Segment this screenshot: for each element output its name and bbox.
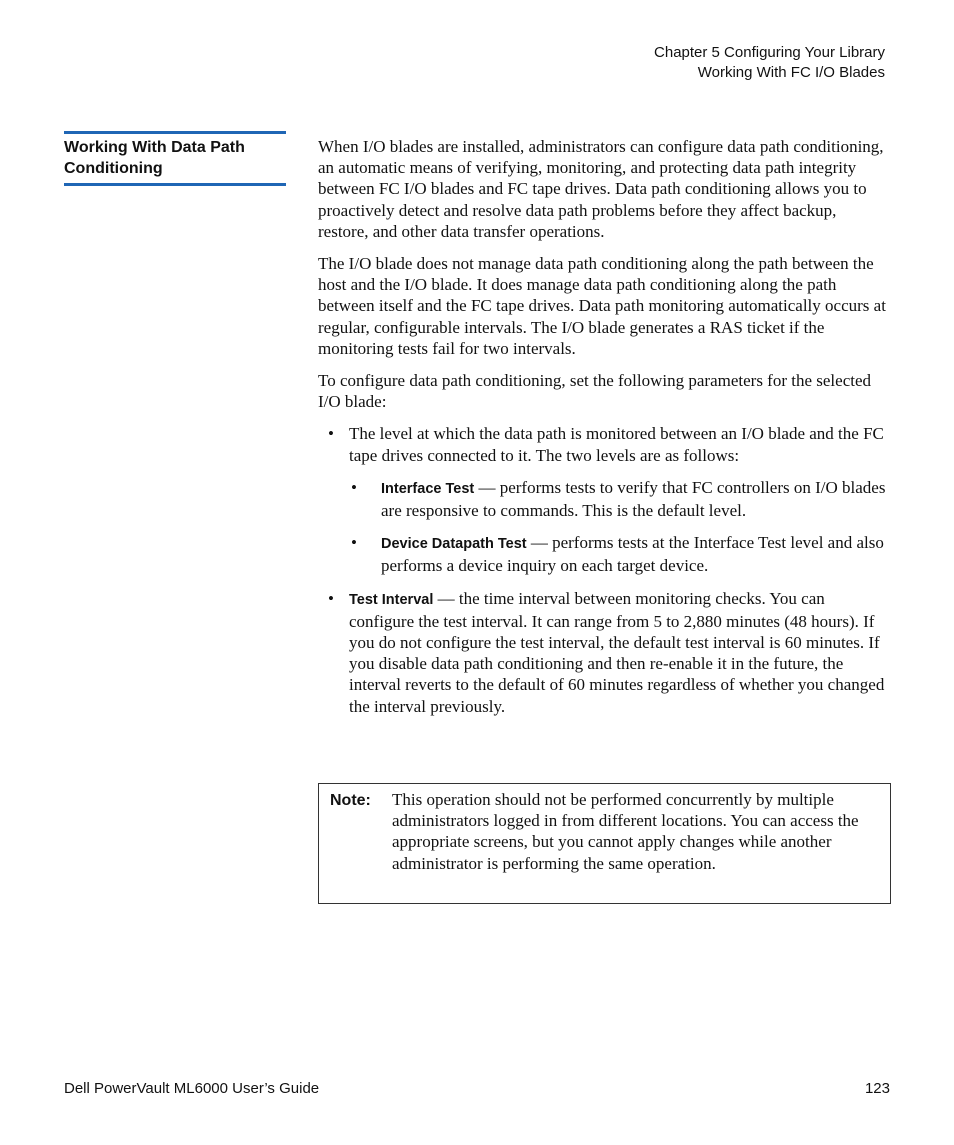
paragraph-configure: To configure data path conditioning, set the following parameters for the selected I/O blade: xyxy=(318,371,872,412)
paragraph-intro: When I/O blades are installed, administrators can configure data path conditioning, an automatic means of verifying, monitoring, and protecting data path integrity between FC I/O blades and FC tape drives. Data path conditioning allows you to proactively detect and resolve data path problems before they affect backup, restore, and other data transfer operations. xyxy=(318,137,884,241)
bullet-icon: • xyxy=(328,424,334,444)
bullet-icon: • xyxy=(351,533,357,553)
term-device-datapath-test: Device Datapath Test xyxy=(381,536,527,553)
term-interface-test: Interface Test xyxy=(381,480,475,497)
list-item-interface-test xyxy=(349,477,890,521)
footer-title: Dell PowerVault ML6000 User’s Guide xyxy=(64,1080,320,1097)
term-description: — performs tests at the Interface Test level and also performs a device inquiry on each target device. xyxy=(381,533,884,576)
note-box xyxy=(318,783,891,904)
note-label: Note: xyxy=(330,792,371,809)
level-list xyxy=(349,477,890,577)
body-column xyxy=(318,136,890,728)
header-chapter: Chapter 5 Configuring Your Library xyxy=(654,44,885,61)
section-heading: Working With Data Path Conditioning xyxy=(64,131,286,186)
header-section: Working With FC I/O Blades xyxy=(697,64,885,81)
term-description: — the time interval between monitoring checks. You can configure the test interval. It can range from 5 to 2,880 minutes (48 hours). If you do not configure the test interval, the default test interval is 60 minutes. If you disable data path conditioning and then re-enable it in the future, the interval reverts to the default of 60 minutes regardless of whether you changed the interval previously. xyxy=(349,588,885,716)
paragraph-scope: The I/O blade does not manage data path conditioning along the path between the host and the I/O blade. It does manage data path conditioning along the path between itself and the FC tape drives. Data path monitoring automatically occurs at regular, configurable intervals. The I/O blade generates a RAS ticket if the monitoring tests fail for two intervals. xyxy=(318,254,886,358)
list-item-monitoring-level xyxy=(318,423,890,576)
bullet-icon: • xyxy=(351,477,357,497)
page-footer xyxy=(64,1080,890,1097)
term-description: — performs tests to verify that FC controllers on I/O blades are responsive to commands. This is the default level. xyxy=(381,477,886,521)
list-item-device-datapath-test xyxy=(349,532,890,576)
page-number: 123 xyxy=(864,1080,890,1097)
list-item-test-interval xyxy=(318,588,890,717)
running-header xyxy=(654,43,885,83)
parameter-list xyxy=(318,423,890,716)
bullet-icon: • xyxy=(328,588,334,608)
list-item-text: The level at which the data path is monitored between an I/O blade and the FC tape drives connected to it. The two levels are as follows: xyxy=(349,424,884,465)
note-text: This operation should not be performed concurrently by multiple administrators logged in from different locations. You can access the appropriate screens, but you cannot apply changes while another administrator is performing the same operation. xyxy=(392,790,859,873)
term-test-interval: Test Interval xyxy=(349,591,434,608)
